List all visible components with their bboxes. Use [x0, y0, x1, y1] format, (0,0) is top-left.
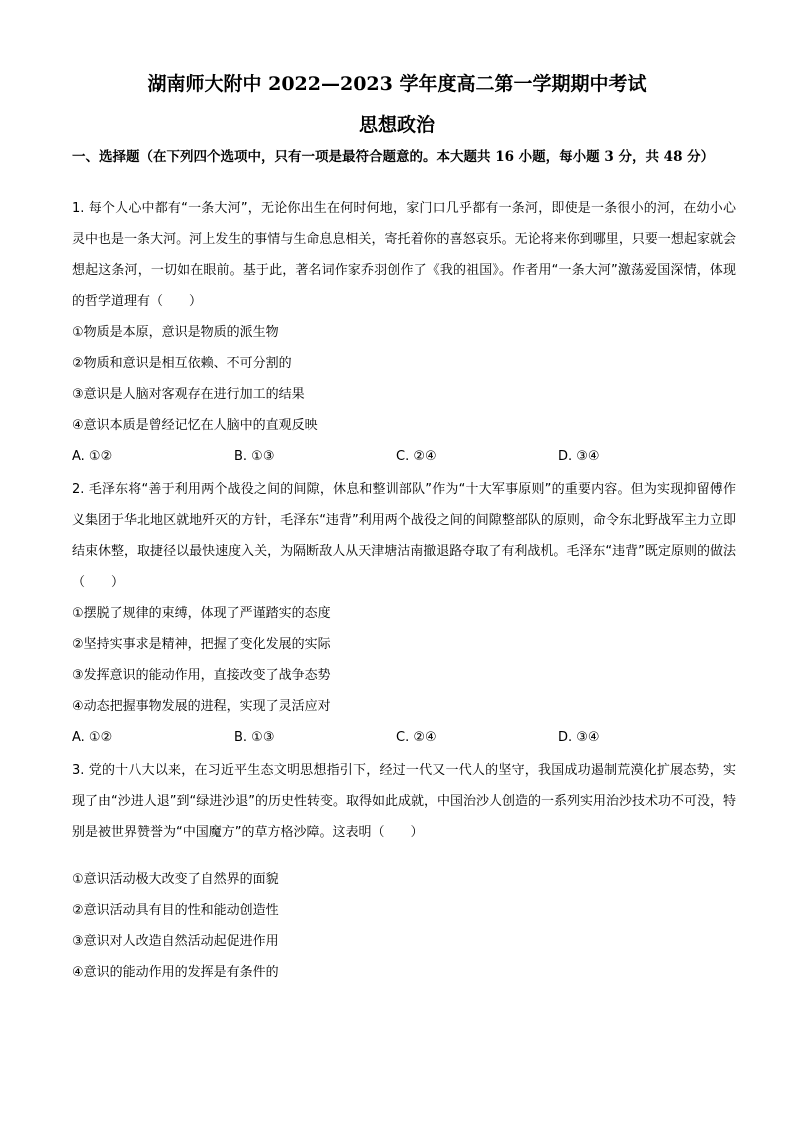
option-d: D. ③④ — [558, 730, 600, 745]
statement-2: ②物质和意识是相互依赖、不可分割的 — [72, 356, 292, 371]
question-3 — [72, 755, 736, 988]
option-b: B. ①③ — [234, 730, 275, 745]
question-stem: 3. 党的十八大以来，在习近平生态文明思想指引下，经过一代又一代人的坚守，我国成功遏制荒漠化扩展态势，实现了由“沙进人退”到“绿进沙退”的历史性转变。取得如此成就，中国治沙人创造的一系列实用治沙技术功不可没，特别是被世界赞誉为“中国魔方”的草方格沙障。这表明（ ） — [72, 763, 736, 840]
statement-1: ①摆脱了规律的束缚，体现了严谨踏实的态度 — [72, 606, 331, 621]
section-heading: 一、选择题（在下列四个选项中，只有一项是最符合题意的。本大题共 16 小题，每小题 3 分，共 48 分） — [72, 149, 715, 165]
option-c: C. ②④ — [396, 449, 437, 464]
exam-title: 湖南师大附中 2022—2023 学年度高二第一学期期中考试 — [147, 73, 647, 95]
answer-options — [72, 722, 736, 753]
option-b: B. ①③ — [234, 449, 275, 464]
option-a: A. ①② — [72, 730, 113, 745]
subject-title: 思想政治 — [358, 114, 435, 136]
question-1 — [72, 193, 736, 472]
statement-2: ②意识活动具有目的性和能动创造性 — [72, 903, 279, 918]
statement-4: ④动态把握事物发展的进程，实现了灵活应对 — [72, 699, 331, 714]
question-stem: 2. 毛泽东将“善于利用两个战役之间的间隙，休息和整训部队”作为“十大军事原则”的重要内容。但为实现抑留傅作义集团于华北地区就地歼灭的方针，毛泽东“违背”利用两个战役之间的间隙整部队的原则，命令东北野战军主力立即结束休整，取捷径以最快速度入关，为隔断敌人从天津塘沽南撤退路夺取了有利战机。毛泽东“违背”既定原则的做法（ ） — [72, 482, 736, 590]
statement-4: ④意识本质是曾经记忆在人脑中的直观反映 — [72, 418, 318, 433]
statement-2: ②坚持实事求是精神，把握了变化发展的实际 — [72, 637, 331, 652]
statement-4: ④意识的能动作用的发挥是有条件的 — [72, 965, 279, 980]
statement-1: ①物质是本原，意识是物质的派生物 — [72, 325, 279, 340]
spacer — [72, 848, 736, 864]
statement-1: ①意识活动极大改变了自然界的面貌 — [72, 872, 279, 887]
answer-options — [72, 441, 736, 472]
question-2 — [72, 474, 736, 753]
option-c: C. ②④ — [396, 730, 437, 745]
question-stem: 1. 每个人心中都有“一条大河”，无论你出生在何时何地，家门口几乎都有一条河，即使是一条很小的河，在幼小心灵中也是一条大河。河上发生的事情与生命息息相关，寄托着你的喜怒哀乐。无论将来你到哪里，只要一想起家就会想起这条河，一切如在眼前。基于此，著名词作家乔羽创作了《我的祖国》。作者用“一条大河”激荡爱国深情，体现的哲学道理有（ ） — [72, 201, 736, 309]
option-a: A. ①② — [72, 449, 113, 464]
statement-3: ③意识是人脑对客观存在进行加工的结果 — [72, 387, 305, 402]
statement-3: ③意识对人改造自然活动起促进作用 — [72, 934, 279, 949]
statement-3: ③发挥意识的能动作用，直接改变了战争态势 — [72, 668, 331, 683]
option-d: D. ③④ — [558, 449, 600, 464]
